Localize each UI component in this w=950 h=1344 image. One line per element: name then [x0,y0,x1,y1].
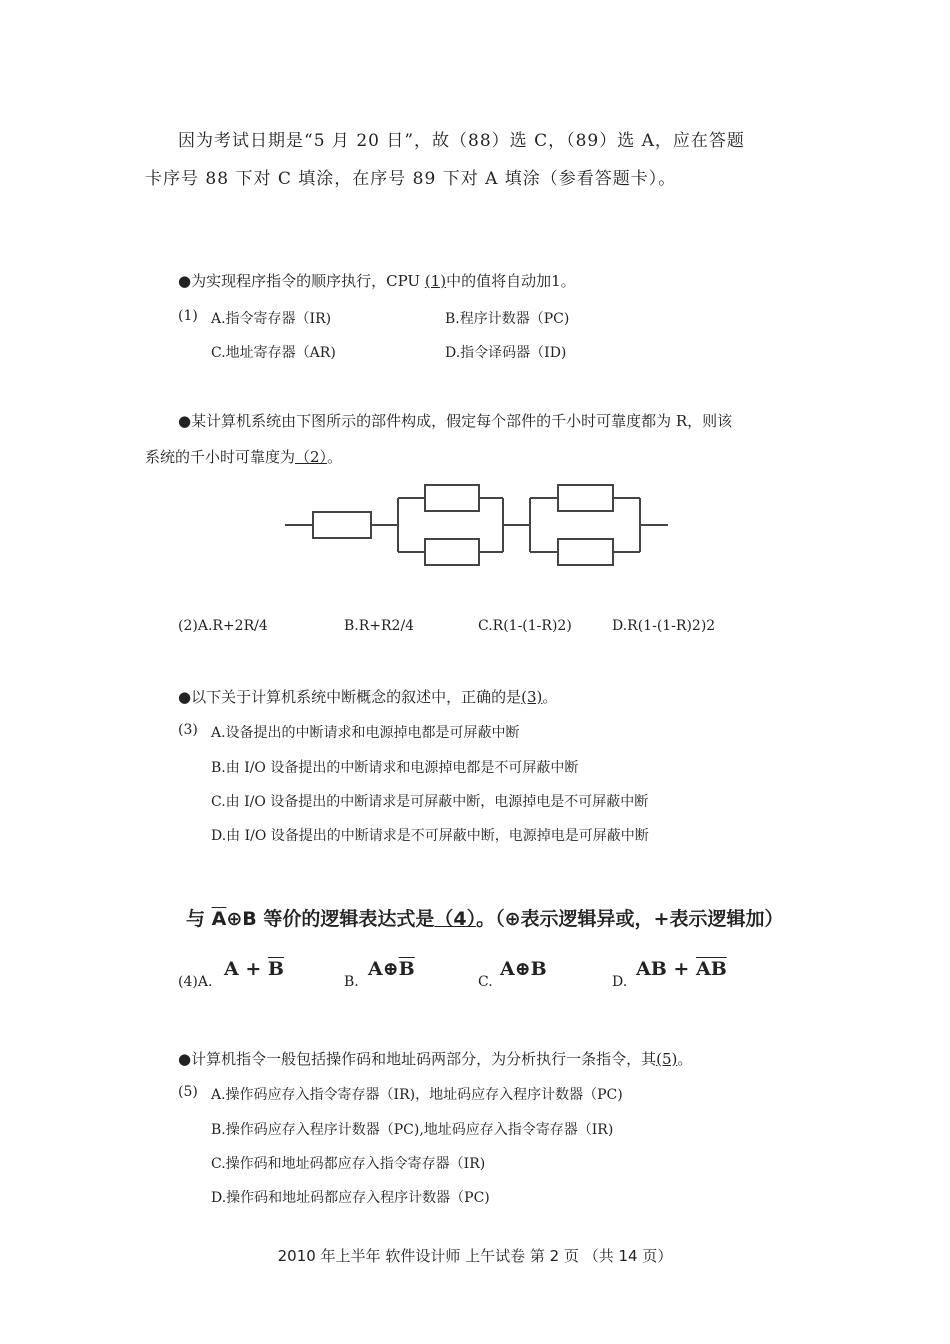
intro-line-1: 因为考试日期是“5 月 20 日”，故（88）选 C，（89）选 A，应在答题 [178,131,745,151]
component-3 [425,539,479,565]
q2-option-b: B.R+R2/4 [344,618,415,634]
q4-stem: 与 $\overline{A}\oplus B$ 等价的逻辑表达式是（4）。（⊕表示逻辑异或，+表示逻辑加） [186,908,784,930]
q1-option-d: D.指令译码器（ID) [445,345,567,361]
component-5 [558,539,613,565]
q3-number: (3) [178,722,198,738]
q3-option-c: C.由 I/O 设备提出的中断请求是可屏蔽中断，电源掉电是不可屏蔽中断 [211,794,649,810]
q1-stem: ●为实现程序指令的顺序执行，CPU (1)中的值将自动加1。 [178,272,576,290]
q5-number: (5) [178,1084,198,1100]
q1-option-c: C.地址寄存器（AR) [211,345,336,361]
q4-var-a-bar: $\overline{A}$ [211,908,227,930]
q1-option-b: B.程序计数器（PC) [445,311,570,327]
page-footer: 2010 年上半年 软件设计师 上午试卷 第 2 页 （共 14 页） [277,1247,673,1265]
reliability-diagram [280,470,680,580]
q3-option-d: D.由 I/O 设备提出的中断请求是不可屏蔽中断，电源掉电是可屏蔽中断 [211,828,649,844]
q4-option-d-label: D. [612,974,628,990]
component-4 [558,485,613,511]
q4-option-a-label: (4)A. [178,974,213,990]
q4-option-c-expr: A⊕B [500,958,547,980]
q4-option-b-label: B. [344,974,359,990]
q2-blank: （2） [295,448,328,466]
q1-number: (1) [178,308,198,324]
q2-option-a: (2)A.R+2R/4 [178,618,268,634]
q4-blank: （4） [434,908,477,930]
q1-blank: (1) [424,272,447,290]
q3-option-b: B.由 I/O 设备提出的中断请求和电源掉电都是不可屏蔽中断 [211,760,579,776]
q1-option-a: A.指令寄存器（IR) [211,311,332,327]
q4-option-d-expr: AB + $\overline{AB}$ [636,958,727,980]
q4-option-b-expr: $A\oplus\overline{B}$ [368,958,415,980]
q4-option-a-expr: $A + \overline{B}$ [224,958,284,980]
q4-option-c-label: C. [478,974,493,990]
q3-stem: ●以下关于计算机系统中断概念的叙述中，正确的是(3)。 [178,688,558,706]
q5-blank: (5) [656,1050,678,1068]
q2-option-d: D.R(1-(1-R)2)2 [612,618,716,634]
q3-blank: (3) [521,688,543,706]
intro-line-2: 卡序号 88 下对 C 填涂，在序号 89 下对 A 填涂（参看答题卡）。 [145,169,677,189]
q5-option-c: C.操作码和地址码都应存入指令寄存器（IR) [211,1156,486,1172]
q5-option-d: D.操作码和地址码都应存入程序计数器（PC) [211,1190,490,1206]
q5-option-a: A.操作码应存入指令寄存器（IR)，地址码应存入程序计数器（PC) [211,1087,623,1103]
q2-stem-line-2: 系统的千小时可靠度为（2）。 [145,448,343,466]
q3-option-a: A.设备提出的中断请求和电源掉电都是可屏蔽中断 [211,725,520,741]
component-1 [313,512,371,538]
component-2 [425,485,479,511]
q5-option-b: B.操作码应存入程序计数器（PC),地址码应存入指令寄存器（IR) [211,1122,614,1138]
q2-stem-line-1: ●某计算机系统由下图所示的部件构成，假定每个部件的千小时可靠度都为 R，则该 [178,412,733,430]
q5-stem: ●计算机指令一般包括操作码和地址码两部分，为分析执行一条指令，其(5)。 [178,1050,693,1068]
q2-option-c: C.R(1-(1-R)2) [478,618,572,634]
